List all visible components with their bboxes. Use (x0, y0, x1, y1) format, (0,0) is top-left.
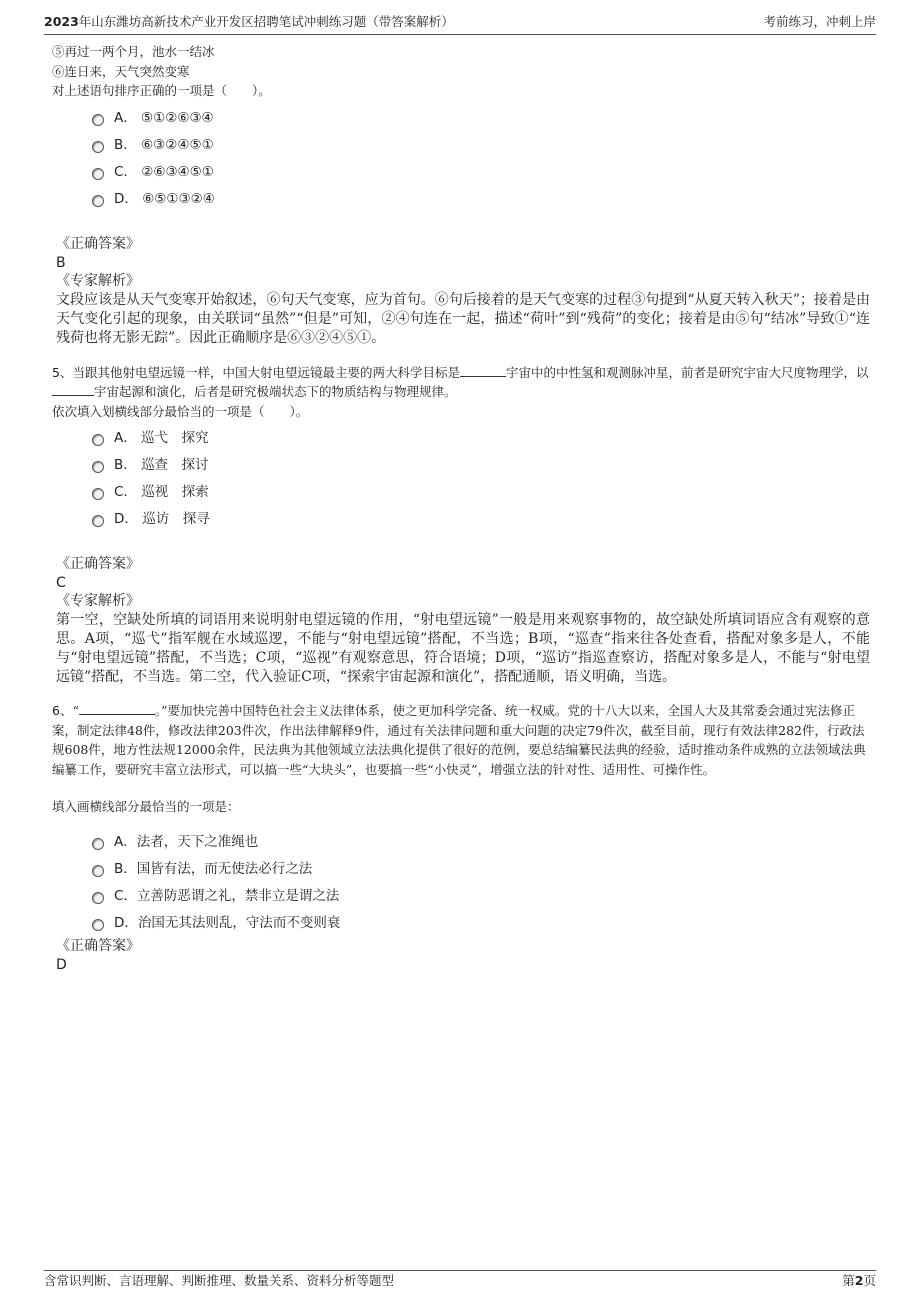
option-text: 巡访 探寻 (142, 511, 210, 527)
answer-heading: 《正确答案》 (56, 556, 140, 572)
question-5 (52, 363, 870, 688)
fill-blank (460, 363, 506, 377)
answer-heading: 《正确答案》 (56, 235, 140, 252)
option-label: A． (114, 109, 137, 126)
question-number: 6 (52, 703, 60, 718)
radio-button-icon[interactable] (92, 195, 104, 207)
stem-part: 、“ (59, 703, 79, 718)
option-label: D． (114, 511, 138, 527)
option-text: 法者，天下之准绳也 (136, 833, 259, 850)
option-text: 巡视 探索 (141, 484, 209, 500)
option-text: ⑤①②⑥③④ (141, 109, 214, 126)
option-text: ⑥⑤①③②④ (142, 190, 215, 207)
answer-value: C (56, 575, 66, 591)
option-c[interactable] (92, 479, 870, 506)
question-stem (52, 701, 870, 779)
page-suffix: 页 (863, 1273, 876, 1288)
option-label: B． (114, 136, 137, 153)
option-text: 巡查 探讨 (141, 457, 209, 473)
fill-blank (79, 701, 155, 715)
option-b[interactable] (92, 132, 870, 159)
option-label: D． (114, 914, 138, 931)
radio-button-icon[interactable] (92, 865, 104, 877)
sentence-5: ⑤再过一两个月，池水一结冰 (52, 44, 215, 59)
page-number (842, 1272, 876, 1294)
option-label: C． (114, 163, 137, 180)
fill-blank (52, 382, 94, 396)
radio-button-icon[interactable] (92, 838, 104, 850)
option-label: C． (114, 484, 137, 500)
answer-value: D (56, 956, 67, 973)
radio-button-icon[interactable] (92, 114, 104, 126)
option-list (92, 105, 870, 213)
option-c[interactable] (92, 883, 870, 910)
option-text: 立善防恶谓之礼，禁非立是谓之法 (136, 887, 340, 904)
answer-heading: 《正确答案》 (56, 937, 140, 954)
option-a[interactable] (92, 829, 870, 856)
page-number-value: 2 (854, 1273, 864, 1288)
option-label: C． (114, 887, 137, 904)
option-b[interactable] (92, 856, 870, 883)
option-label: A． (114, 833, 137, 850)
analysis-text: 文段应该是从天气变寒开始叙述，⑥句天气变寒，应为首句。⑥句后接着的是天气变寒的过程③句提到“从夏天转入秋天”；接着是由天气变化引起的现象，由关联词“虽然”“但是”可知，②④句连在一起，描述“荷叶”到“残荷”的变化；接着是由⑤句“结冰”导致①“连残荷也将无影无踪”。因此正确顺序是⑥③②④⑤①。 (56, 291, 870, 346)
option-label: D． (114, 190, 138, 207)
option-label: B． (114, 860, 137, 877)
option-label: A． (114, 430, 137, 446)
sentence-6: ⑥连日来，天气突然变寒 (52, 63, 190, 79)
question-prompt: 依次填入划横线部分最恰当的一项是（ ）。 (52, 403, 309, 419)
radio-button-icon[interactable] (92, 141, 104, 153)
header-slogan: 考前练习，冲刺上岸 (763, 14, 876, 29)
option-label: B． (114, 457, 137, 473)
analysis-text: 第一空，空缺处所填的词语用来说明射电望远镜的作用，“射电望远镜”一般是用来观察事物的，故空缺处所填词语应含有观察的意思。A项，“巡弋”指军舰在水域巡逻，不能与“射电望远镜”搭配，不当选；B项，“巡查”指来往各处查看，搭配对象多是人，不能与“射电望远镜”搭配，不当选；C项，“巡视”有观察意思，符合语境；D项，“巡访”指巡查察访，搭配对象多是人，不能与“射电望远镜”搭配，不当选。第二空，代入验证C项，“探索宇宙起源和演化”，搭配通顺，语义明确，当选。 (56, 612, 870, 685)
stem-part: 。”要加快完善中国特色社会主义法律体系，使之更加科学完备、统一权威。党的十八大以来，全国人大及其常委会通过宪法修正案，制定法律48件，修改法律203件次，作出法律解释9件，通过有关法律问题和重大问题的决定79件次，截至目前，现行有效法律282件，行政法规608件，地方性法规12000余件，民法典为其他领域立法法典化提供了很好的范例，要总结编纂民法典的经验，适时推动条件成熟的立法领域法典编纂工作，要研究丰富立法形式，可以搞一些“大块头”，也要搞一些“小快灵”，增强立法的针对性、适用性、可操作性。 (52, 703, 866, 777)
question-number: 5 (52, 364, 60, 380)
option-d[interactable] (92, 910, 870, 937)
analysis-heading: 《专家解析》 (56, 272, 140, 289)
stem-part: 宇宙起源和演化，后者是研究极端状态下的物质结构与物理规律。 (94, 384, 457, 399)
option-a[interactable] (92, 105, 870, 132)
radio-button-icon[interactable] (92, 434, 104, 446)
radio-button-icon[interactable] (92, 168, 104, 180)
title-text: 年山东潍坊高新技术产业开发区招聘笔试冲刺练习题（带答案解析） (78, 14, 454, 29)
radio-button-icon[interactable] (92, 919, 104, 931)
answer-value: B (56, 254, 66, 271)
option-text: 治国无其法则乱，守法而不变则衰 (137, 914, 341, 931)
stem-part: 宇宙中的中性氢和观测脉冲星，前者是研究宇宙大尺度物理学，以 (505, 364, 869, 380)
page-content (52, 42, 870, 974)
question-prompt: 填入画横线部分最恰当的一项是： (52, 799, 240, 814)
analysis-heading: 《专家解析》 (56, 593, 140, 609)
option-text: ⑥③②④⑤① (141, 136, 214, 153)
radio-button-icon[interactable] (92, 488, 104, 500)
option-text: ②⑥③④⑤① (141, 163, 214, 180)
option-a[interactable] (92, 425, 870, 452)
radio-button-icon[interactable] (92, 515, 104, 527)
option-d[interactable] (92, 506, 870, 533)
page-footer (44, 1270, 876, 1294)
document-title (44, 12, 454, 34)
title-year: 2023 (44, 14, 79, 29)
question-stem (52, 363, 870, 402)
question-4 (52, 42, 870, 348)
question-prompt: 对上述语句排序正确的一项是（ ）。 (52, 83, 271, 98)
option-b[interactable] (92, 452, 870, 479)
radio-button-icon[interactable] (92, 892, 104, 904)
option-c[interactable] (92, 159, 870, 186)
option-list (92, 829, 870, 937)
option-text: 巡弋 探究 (141, 430, 209, 446)
question-6 (52, 701, 870, 974)
page-header (44, 12, 876, 35)
option-d[interactable] (92, 186, 870, 213)
option-list (92, 425, 870, 533)
radio-button-icon[interactable] (92, 461, 104, 473)
page-prefix: 第 (842, 1273, 855, 1288)
option-text: 国皆有法，而无使法必行之法 (136, 860, 313, 877)
stem-part: 、当跟其他射电望远镜一样，中国大射电望远镜最主要的两大科学目标是 (59, 364, 460, 380)
footer-topics: 含常识判断、言语理解、判断推理、数量关系、资料分析等题型 (44, 1273, 395, 1288)
